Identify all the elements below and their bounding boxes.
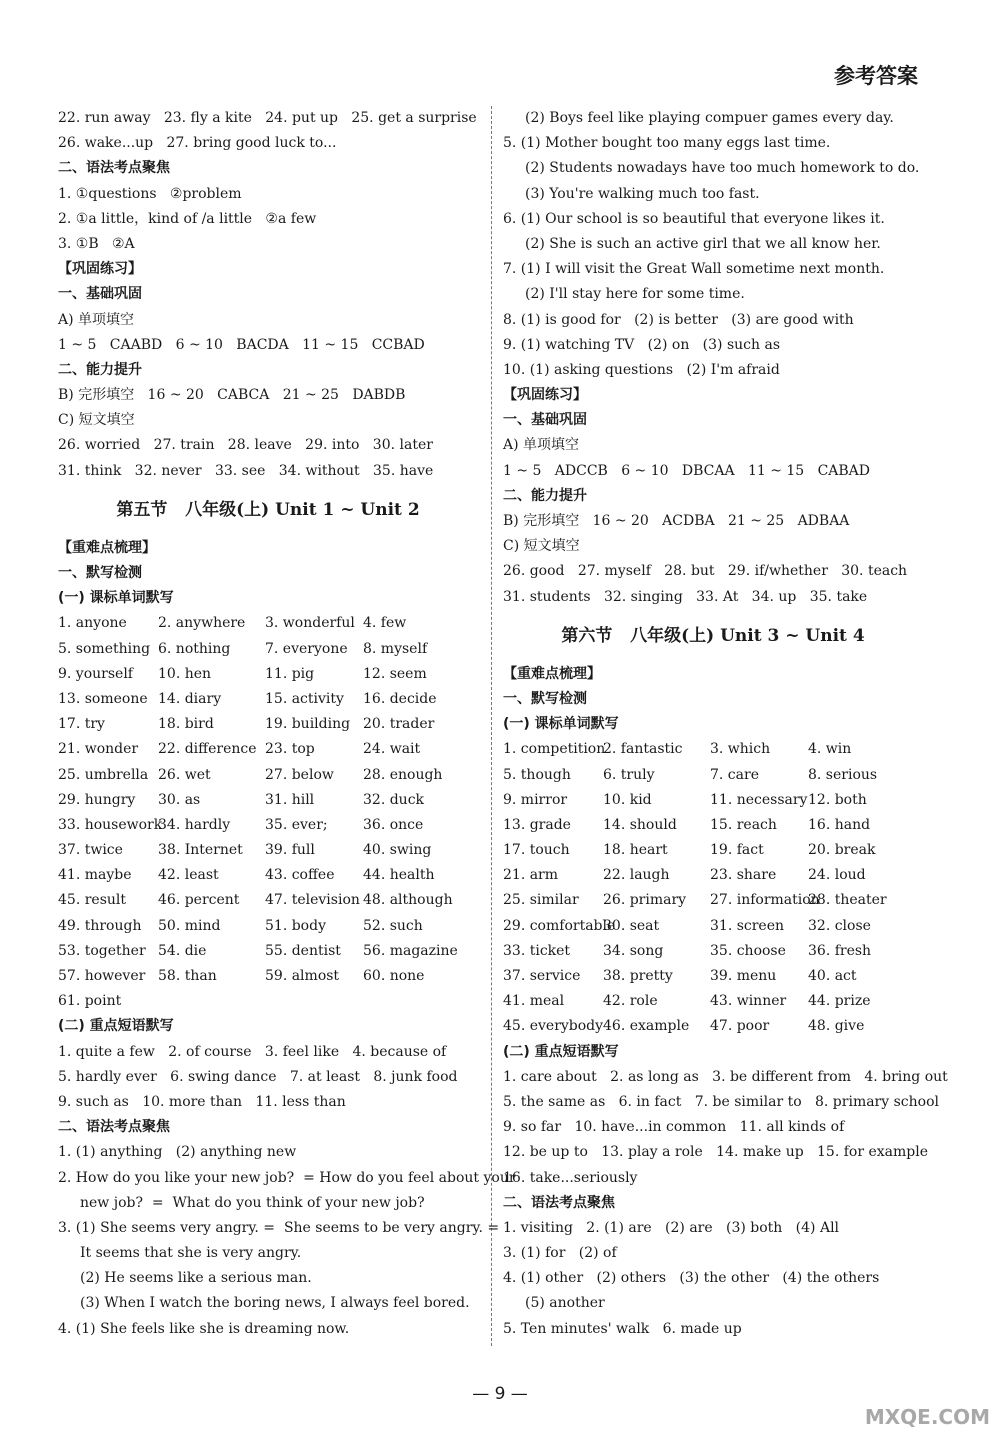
word-item: 4. few: [363, 615, 407, 632]
section-title-6: 第六节 八年级(上) Unit 3 ~ Unit 4: [561, 625, 865, 646]
word-item: 26. primary: [603, 892, 687, 909]
word-item: 31. hill: [265, 791, 315, 808]
word-item: 22. difference: [158, 741, 257, 758]
word-item: 41. meal: [503, 993, 565, 1010]
text-line: 8. (1) is good for (2) is better (3) are good with: [503, 311, 854, 328]
word-item: 9. yourself: [58, 665, 133, 682]
word-item: 1. anyone: [58, 615, 127, 632]
text-line: 26. worried 27. train 28. leave 29. into 30. later: [58, 437, 433, 454]
text-line: 31. think 32. never 33. see 34. without 35. have: [58, 462, 434, 479]
word-item: 1. competition: [503, 741, 606, 758]
column-divider: [491, 106, 492, 1346]
text-line: 一、默写检测: [503, 690, 587, 707]
text-line: 【巩固练习】: [503, 387, 587, 404]
word-item: 21. wonder: [58, 741, 139, 758]
word-item: 14. should: [603, 816, 677, 833]
text-line: 1. ①questions ②problem: [58, 185, 242, 202]
word-item: 38. pretty: [603, 968, 673, 984]
word-item: 38. Internet: [158, 842, 243, 859]
text-line: (2) She is such an active girl that we all know her.: [525, 235, 881, 252]
word-item: 11. pig: [265, 665, 315, 682]
text-line: 22. run away 23. fly a kite 24. put up 25. get a surprise: [58, 110, 477, 126]
left-pre-grid: [58, 536, 478, 612]
right-post-grid: [503, 1040, 948, 1342]
word-item: 16. hand: [808, 816, 871, 833]
word-item: 33. housework: [58, 816, 163, 833]
word-item: 15. reach: [710, 816, 777, 833]
text-line: 5. hardly ever 6. swing dance 7. at least 8. junk food: [58, 1068, 458, 1085]
word-item: 45. everybody: [503, 1018, 604, 1035]
text-line: 5. Ten minutes' walk 6. made up: [503, 1320, 742, 1337]
word-item: 32. duck: [363, 791, 425, 808]
text-line: 2. How do you like your new job? = How do you feel about your: [58, 1169, 516, 1186]
text-line: 9. so far 10. have...in common 11. all kinds of: [503, 1119, 845, 1136]
word-item: 26. wet: [158, 766, 211, 783]
text-line: 【重难点梳理】: [503, 665, 601, 682]
word-item: [363, 989, 473, 1014]
word-item: 43. winner: [710, 993, 787, 1010]
word-item: 22. laugh: [603, 867, 670, 884]
word-item: 35. ever;: [265, 816, 328, 833]
word-item: 7. care: [710, 766, 759, 783]
word-item: 34. song: [603, 942, 664, 959]
word-item: 23. share: [710, 867, 777, 884]
text-line: 7. (1) I will visit the Great Wall sometime next month.: [503, 261, 885, 278]
page-header: 参考答案: [834, 64, 918, 88]
word-item: 36. fresh: [808, 942, 872, 959]
word-item: 19. fact: [710, 842, 764, 859]
right-word-grid: [503, 737, 923, 1039]
word-item: 24. wait: [363, 741, 421, 758]
text-line: 3. (1) She seems very angry. = She seems to be very angry. =: [58, 1219, 500, 1236]
word-item: 49. through: [58, 917, 142, 934]
word-item: 37. twice: [58, 842, 123, 859]
text-line: (3) When I watch the boring news, I always feel bored.: [80, 1295, 470, 1312]
text-line: C) 短文填空: [58, 412, 135, 429]
word-item: 24. loud: [808, 867, 866, 884]
word-item: 2. fantastic: [603, 741, 683, 758]
word-item: 33. ticket: [503, 942, 571, 959]
word-item: 61. point: [58, 993, 122, 1010]
text-line: (二) 重点短语默写: [503, 1043, 619, 1060]
text-line: C) 短文填空: [503, 538, 580, 555]
text-line: 1. quite a few 2. of course 3. feel like 4. because of: [58, 1043, 447, 1060]
word-item: 19. building: [265, 716, 351, 733]
text-line: (3) You're walking much too fast.: [525, 185, 760, 202]
text-line: 二、语法考点聚焦: [503, 1194, 615, 1211]
text-line: 3. (1) for (2) of: [503, 1245, 617, 1262]
word-item: 36. once: [363, 816, 424, 833]
text-line: 二、语法考点聚焦: [58, 160, 170, 177]
word-item: 46. example: [603, 1018, 690, 1035]
word-item: 3. wonderful: [265, 615, 355, 632]
word-item: 4. win: [808, 741, 852, 758]
word-item: 53. together: [58, 942, 146, 959]
word-item: 28. enough: [363, 766, 443, 783]
left-column: [58, 106, 516, 1342]
word-item: 54. die: [158, 942, 207, 959]
text-line: 31. students 32. singing 33. At 34. up 35. take: [503, 588, 868, 605]
word-item: 44. prize: [808, 993, 871, 1010]
left-word-grid: [58, 611, 478, 1014]
word-item: 39. menu: [710, 968, 777, 984]
text-line: (2) He seems like a serious man.: [80, 1270, 312, 1287]
word-item: 17. try: [58, 716, 105, 733]
text-line: 6. (1) Our school is so beautiful that everyone likes it.: [503, 210, 885, 227]
word-item: 32. close: [808, 917, 871, 934]
left-top-block: [58, 106, 478, 484]
text-line: 【重难点梳理】: [58, 539, 156, 556]
word-item: 27. below: [265, 766, 334, 783]
word-item: 34. hardly: [158, 816, 231, 833]
word-item: 30. as: [158, 791, 201, 808]
text-line: (一) 课标单词默写: [58, 590, 174, 607]
text-line: A) 单项填空: [58, 311, 135, 328]
word-item: 13. someone: [58, 690, 148, 707]
word-item: 28. theater: [808, 892, 887, 909]
word-item: 12. both: [808, 791, 867, 808]
word-item: 39. full: [265, 842, 315, 859]
word-item: 3. which: [710, 741, 771, 758]
text-line: (一) 课标单词默写: [503, 716, 619, 733]
word-item: 42. least: [158, 867, 219, 884]
text-line: 10. (1) asking questions (2) I'm afraid: [503, 361, 780, 378]
word-item: 8. serious: [808, 766, 878, 783]
right-column: [503, 106, 948, 1342]
word-item: 57. however: [58, 968, 146, 984]
text-line: 9. (1) watching TV (2) on (3) such as: [503, 336, 781, 353]
word-item: [265, 989, 363, 1014]
text-line: 1. care about 2. as long as 3. be different from 4. bring out: [503, 1068, 948, 1085]
word-item: 14. diary: [158, 690, 222, 707]
text-line: 12. be up to 13. play a role 14. make up 15. for example: [503, 1144, 929, 1161]
text-line: (2) Students nowadays have too much homework to do.: [525, 160, 920, 177]
text-line: 二、能力提升: [58, 361, 142, 378]
word-item: 27. information: [710, 892, 820, 909]
word-item: 41. maybe: [58, 867, 132, 884]
word-item: 52. such: [363, 917, 423, 934]
text-line: 26. wake...up 27. bring good luck to...: [58, 135, 337, 152]
word-item: 31. screen: [710, 917, 785, 934]
word-item: 5. something: [58, 640, 151, 657]
text-line: 5. (1) Mother bought too many eggs last time.: [503, 135, 831, 152]
word-item: 47. television: [265, 892, 360, 909]
word-item: 58. than: [158, 968, 217, 984]
word-item: 46. percent: [158, 892, 240, 909]
word-item: 50. mind: [158, 917, 221, 934]
word-item: 17. touch: [503, 842, 570, 859]
word-item: 12. seem: [363, 665, 427, 682]
word-item: 44. health: [363, 867, 435, 884]
text-line: 1 ~ 5 CAABD 6 ~ 10 BACDA 11 ~ 15 CCBAD: [58, 336, 425, 353]
word-item: 47. poor: [710, 1018, 770, 1035]
word-item: 48. give: [808, 1018, 865, 1035]
word-item: [158, 989, 265, 1014]
text-line: B) 完形填空 16 ~ 20 ACDBA 21 ~ 25 ADBAA: [503, 513, 850, 529]
word-item: 51. body: [265, 917, 326, 934]
word-item: 16. decide: [363, 690, 437, 707]
word-item: 37. service: [503, 968, 581, 984]
word-item: 6. nothing: [158, 640, 231, 657]
word-item: 10. hen: [158, 665, 212, 682]
word-item: 20. break: [808, 842, 876, 859]
word-item: 40. act: [808, 968, 857, 984]
word-item: 23. top: [265, 741, 315, 758]
text-line: 9. such as 10. more than 11. less than: [58, 1093, 346, 1110]
word-item: 42. role: [603, 993, 658, 1010]
word-item: 35. choose: [710, 942, 786, 959]
word-item: 43. coffee: [265, 867, 335, 884]
word-item: 2. anywhere: [158, 615, 246, 632]
word-item: 13. grade: [503, 816, 571, 833]
text-line: 【巩固练习】: [58, 261, 142, 278]
word-item: 29. hungry: [58, 791, 136, 808]
text-line: 1. visiting 2. (1) are (2) are (3) both (4) All: [503, 1219, 840, 1236]
right-top-block: [503, 106, 923, 610]
text-line: 5. the same as 6. in fact 7. be similar to 8. primary school: [503, 1093, 939, 1110]
word-item: 59. almost: [265, 968, 340, 984]
text-line: 4. (1) She feels like she is dreaming now.: [58, 1320, 350, 1337]
text-line: (2) I'll stay here for some time.: [525, 286, 745, 303]
word-item: 48. although: [363, 892, 453, 909]
text-line: 二、能力提升: [503, 487, 587, 504]
word-item: 25. umbrella: [58, 766, 149, 783]
text-line: 1 ~ 5 ADCCB 6 ~ 10 DBCAA 11 ~ 15 CABAD: [503, 462, 871, 479]
word-item: 40. swing: [363, 842, 432, 859]
word-item: 7. everyone: [265, 640, 348, 657]
word-item: 25. similar: [503, 892, 579, 909]
text-line: 一、基础巩固: [503, 412, 587, 429]
word-item: 30. seat: [603, 917, 660, 934]
word-item: 20. trader: [363, 716, 435, 733]
text-line: 3. ①B ②A: [58, 235, 135, 252]
watermark-logo: MXQE.COM: [864, 1405, 990, 1429]
word-item: 11. necessary: [710, 791, 808, 808]
text-line: It seems that she is very angry.: [80, 1245, 302, 1262]
word-item: 18. bird: [158, 716, 214, 733]
text-line: 2. ①a little，kind of /a little ②a few: [58, 210, 317, 227]
text-line: 一、默写检测: [58, 565, 142, 581]
page-number: — 9 —: [472, 1384, 528, 1404]
text-line: B) 完形填空 16 ~ 20 CABCA 21 ~ 25 DABDB: [58, 387, 406, 404]
text-line: 一、基础巩固: [58, 286, 142, 303]
text-line: 26. good 27. myself 28. but 29. if/whether 30. teach: [503, 563, 908, 580]
word-item: 21. arm: [503, 867, 559, 884]
word-item: 60. none: [363, 968, 425, 984]
word-item: 45. result: [58, 892, 126, 909]
text-line: A) 单项填空: [503, 437, 580, 454]
text-line: (5) another: [525, 1295, 605, 1312]
word-item: 15. activity: [265, 690, 344, 707]
word-item: 10. kid: [603, 791, 652, 808]
text-line: new job? = What do you think of your new job?: [80, 1194, 425, 1211]
text-line: 16. take...seriously: [503, 1169, 638, 1186]
text-line: (二) 重点短语默写: [58, 1018, 174, 1035]
right-pre-grid: [503, 662, 923, 738]
word-item: 6. truly: [603, 766, 655, 783]
text-line: 4. (1) other (2) others (3) the other (4) the others: [503, 1270, 880, 1287]
word-item: 8. myself: [363, 640, 428, 657]
word-item: 18. heart: [603, 842, 668, 859]
text-line: (2) Boys feel like playing compuer games every day.: [525, 110, 894, 126]
word-item: 9. mirror: [503, 791, 568, 808]
text-line: 二、语法考点聚焦: [58, 1119, 170, 1136]
word-item: 29. comfortable: [503, 917, 616, 934]
word-item: 56. magazine: [363, 942, 458, 959]
text-line: 1. (1) anything (2) anything new: [58, 1144, 297, 1161]
left-post-grid: [58, 1014, 516, 1341]
section-title-5: 第五节 八年级(上) Unit 1 ~ Unit 2: [116, 499, 420, 520]
word-item: 5. though: [503, 766, 571, 783]
word-item: 55. dentist: [265, 942, 341, 959]
